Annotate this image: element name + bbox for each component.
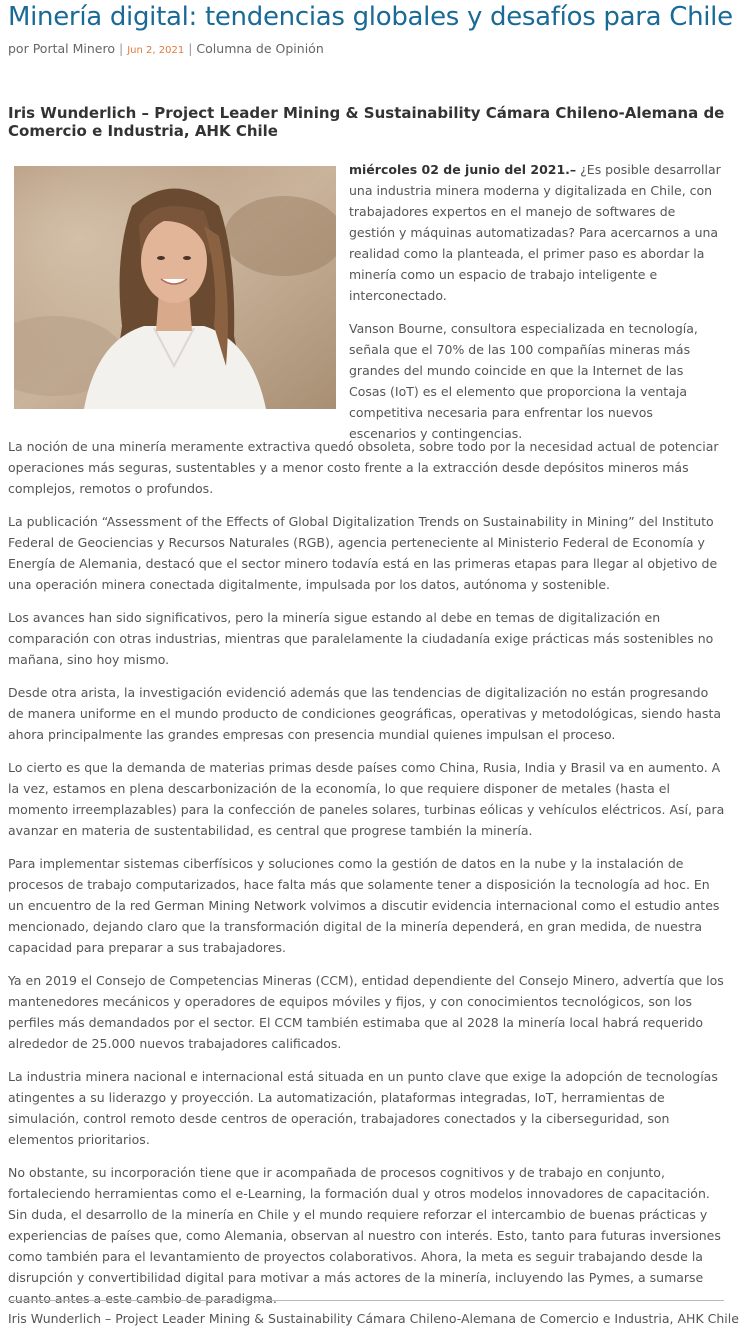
- intro-paragraph-1: [349, 159, 721, 306]
- article-title[interactable]: Minería digital: tendencias globales y desafíos para Chile: [8, 2, 733, 32]
- body-paragraph: Los avances han sido significativos, pero la minería sigue estando al debe en temas de digitalización en comparación con otras industrias, mientras que paralelamente la ciudadanía exige prácticas más sostenibles no mañana, sino hoy mismo.: [8, 610, 714, 667]
- body-paragraph: No obstante, su incorporación tiene que ir acompañada de procesos cognitivos y de trabajo en conjunto, fortaleciendo herramientas como el e-Learning, la formación dual y otros modelos innovadores de capacitación. Sin duda, el desarrollo de la minería en Chile y el mundo requiere reforzar el intercambio de buenas prácticas y experiencias de países que, como Alemania, observan al nuestro con interés. Esto, tanto para futuras inversiones como también para el levantamiento de proyectos colaborativos. Ahora, la meta es seguir trabajando desde la disrupción y convertibilidad digital para motivar a más actores de la minería, incluyendo las Pymes, a sumarse cuanto antes a este cambio de paradigma.: [8, 1165, 721, 1306]
- publish-date: Jun 2, 2021: [127, 45, 185, 56]
- dateline: miércoles 02 de junio del 2021.–: [349, 162, 577, 177]
- article-meta: [8, 40, 324, 60]
- author-link[interactable]: Portal Minero: [32, 41, 115, 56]
- intro-text: [349, 159, 721, 456]
- footer-divider: [8, 1300, 724, 1301]
- meta-separator: |: [188, 41, 193, 56]
- category-link[interactable]: Columna de Opinión: [196, 41, 324, 56]
- article-body: [8, 436, 726, 1321]
- body-paragraph: La industria minera nacional e internacional está situada en un punto clave que exige la adopción de tecnologías atingentes a su liderazgo y proyección. La automatización, plataformas integradas, IoT, herramientas de simulación, control remoto desde centros de operación, trabajadores conectados y la ciberseguridad, son elementos prioritarios.: [8, 1069, 718, 1147]
- byline-prefix: por: [8, 41, 29, 56]
- body-paragraph: Desde otra arista, la investigación evidenció además que las tendencias de digitalización no están progresando de manera uniforme en el mundo producto de condiciones geográficas, operativas y metodológicas, siendo hasta ahora principalmente las grandes empresas con presencia mundial quienes impulsan el proceso.: [8, 685, 722, 742]
- article-subtitle: Iris Wunderlich – Project Leader Mining & Sustainability Cámara Chileno-Alemana de Comercio e Industria, AHK Chile: [8, 104, 725, 140]
- body-paragraph: Lo cierto es que la demanda de materias primas desde países como China, Rusia, India y Brasil va en aumento. A la vez, estamos en plena descarbonización de la economía, lo que requiere disponer de metales (hasta el momento irreemplazables) para la confección de paneles solares, turbinas eólicas y vehículos eléctricos. Así, para avanzar en materia de sustentabilidad, es central que progrese también la minería.: [8, 760, 725, 838]
- body-paragraph: La noción de una minería meramente extractiva quedó obsoleta, sobre todo por la necesidad actual de potenciar operaciones más seguras, sustentables y a menor costo frente a la extracción desde depósitos mineros más complejos, remotos o profundos.: [8, 439, 719, 496]
- intro-paragraph-2: Vanson Bourne, consultora especializada en tecnología, señala que el 70% de las 100 compañías mineras más grandes del mundo coincide en que la Internet de las Cosas (IoT) es el elemento que proporciona la ventaja competitiva necesaria para enfrentar los nuevos escenarios y contingencias.: [349, 321, 698, 441]
- author-footer: Iris Wunderlich – Project Leader Mining & Sustainability Cámara Chileno-Alemana de Comercio e Industria, AHK Chile: [8, 1311, 739, 1326]
- body-paragraph: Para implementar sistemas ciberfísicos y soluciones como la gestión de datos en la nube y la instalación de procesos de trabajo computarizados, hace falta más que solamente tener a disposición la tecnología ad hoc. En un encuentro de la red German Mining Network volvimos a discutir evidencia internacional como el estudio antes mencionado, dejando claro que la transformación digital de la minería dependerá, en gran medida, de nuestra capacidad para preparar a sus trabajadores.: [8, 856, 720, 955]
- intro-paragraph-1-text: ¿Es posible desarrollar una industria minera moderna y digitalizada en Chile, con trabajadores expertos en el manejo de softwares de gestión y máquinas automatizadas? Para acercarnos a una realidad como la planteada, el primer paso es abordar la minería como un espacio de trabajo inteligente e interconectado.: [349, 162, 721, 303]
- portrait-photo: [14, 166, 336, 409]
- body-paragraph: La publicación “Assessment of the Effects of Global Digitalization Trends on Sustainability in Mining” del Instituto Federal de Geociencias y Recursos Naturales (RGB), agencia perteneciente al Ministerio Federal de Economía y Energía de Alemania, destacó que el sector minero todavía está en las primeras etapas para llegar al objetivo de una operación minera conectada digitalmente, impulsada por los datos, autónoma y sostenible.: [8, 514, 718, 592]
- body-paragraph: Ya en 2019 el Consejo de Competencias Mineras (CCM), entidad dependiente del Consejo Minero, advertía que los mantenedores mecánicos y operadores de equipos móviles y fijos, y con conocimientos tecnológicos, son los perfiles más demandados por el sector. El CCM también estimaba que al 2028 la minería local habrá requerido alrededor de 25.000 nuevos trabajadores calificados.: [8, 973, 724, 1051]
- meta-separator: |: [119, 41, 124, 56]
